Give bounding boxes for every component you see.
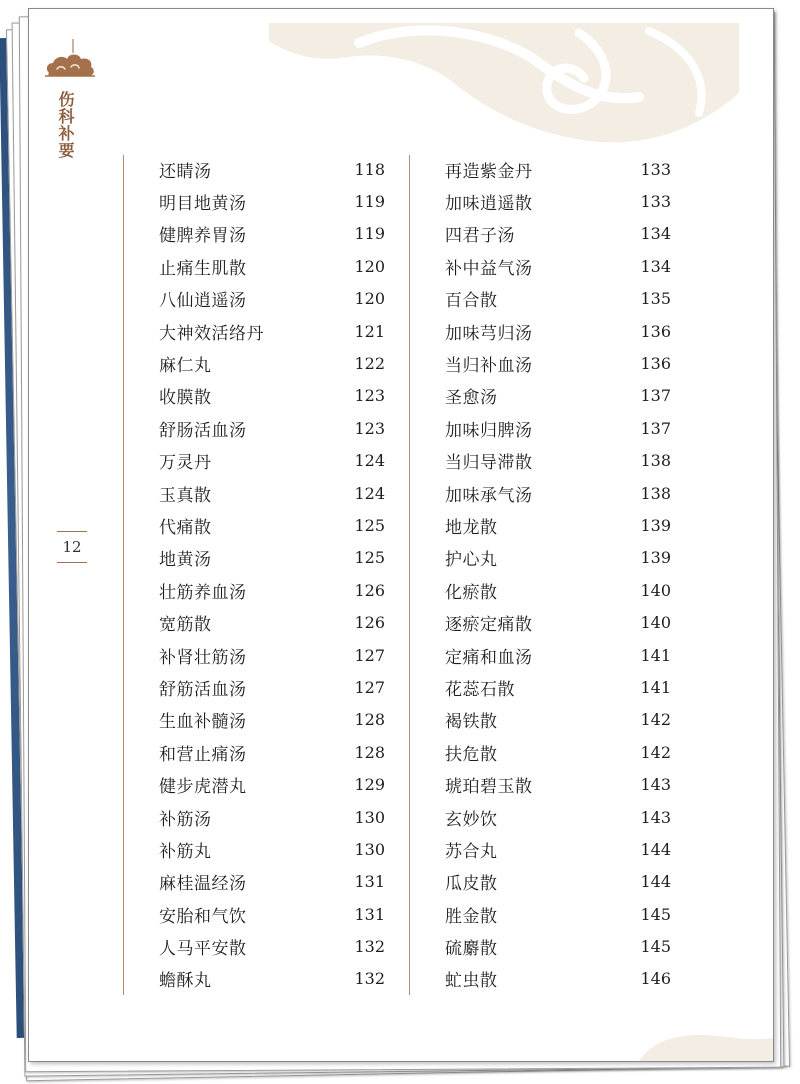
toc-entry — [445, 574, 671, 606]
toc-entry-page: 144 — [640, 839, 671, 859]
book-page — [28, 8, 774, 1062]
toc-entry-page: 141 — [640, 645, 671, 665]
running-title: 伤科补要 — [56, 91, 75, 159]
toc-entry-page: 136 — [640, 354, 671, 374]
toc-entry-page: 145 — [640, 904, 671, 924]
toc-entry-page: 141 — [640, 677, 671, 697]
toc-entry-page: 140 — [640, 580, 671, 600]
toc-entry — [159, 606, 385, 638]
toc-entry-title: 健脾养胃汤 — [159, 226, 247, 247]
toc-entry-title: 收膜散 — [159, 388, 212, 409]
toc-entry-title: 化瘀散 — [445, 582, 498, 603]
column-rule-right — [409, 155, 410, 995]
toc-entry-title: 加味芎归汤 — [445, 323, 533, 344]
toc-entry-title: 大神效活络丹 — [159, 323, 264, 344]
toc-entry-page: 145 — [640, 937, 671, 957]
toc-entry-title: 加味归脾汤 — [445, 420, 533, 441]
toc-entry — [159, 542, 385, 574]
toc-entry-title: 和营止痛汤 — [159, 744, 247, 765]
toc-entry-title: 补筋丸 — [159, 841, 212, 862]
toc-entry-page: 124 — [354, 483, 385, 503]
toc-entry — [445, 671, 671, 703]
toc-entry-page: 132 — [354, 969, 385, 989]
toc-entry-title: 护心丸 — [445, 550, 498, 571]
toc-entry-page: 124 — [354, 451, 385, 471]
toc-entry — [159, 930, 385, 962]
toc-entry-title: 四君子汤 — [445, 226, 515, 247]
toc-entry-title: 扶危散 — [445, 744, 498, 765]
toc-entry — [445, 153, 671, 185]
toc-entry — [159, 509, 385, 541]
toc-entry-title: 加味承气汤 — [445, 485, 533, 506]
toc-entry-page: 131 — [354, 872, 385, 892]
toc-entry-title: 健步虎潜丸 — [159, 777, 247, 798]
toc-entry-title: 安胎和气饮 — [159, 906, 247, 927]
toc-entry — [445, 445, 671, 477]
toc-entry-title: 当归导滞散 — [445, 453, 533, 474]
toc-entry — [445, 801, 671, 833]
toc-entry-page: 119 — [354, 192, 385, 212]
toc-entry-page: 125 — [354, 515, 385, 535]
toc-entry-page: 130 — [354, 839, 385, 859]
toc-entry-title: 胜金散 — [445, 906, 498, 927]
toc-entry-title: 宽筋散 — [159, 615, 212, 636]
toc-entry-title: 地龙散 — [445, 517, 498, 538]
toc-entry — [159, 185, 385, 217]
toc-entry-title: 褐铁散 — [445, 712, 498, 733]
toc-entry-title: 花蕊石散 — [445, 679, 515, 700]
toc-entry-title: 麻桂温经汤 — [159, 874, 247, 895]
toc-entry-page: 119 — [354, 224, 385, 244]
toc-entry — [159, 250, 385, 282]
toc-entry-page: 118 — [354, 159, 385, 179]
toc-entry — [159, 963, 385, 995]
toc-entry-title: 苏合丸 — [445, 841, 498, 862]
toc-entry-title: 瓜皮散 — [445, 874, 498, 895]
toc-entry — [445, 250, 671, 282]
toc-entry-page: 139 — [640, 515, 671, 535]
toc-entry-title: 定痛和血汤 — [445, 647, 533, 668]
toc-entry — [445, 509, 671, 541]
toc-entry — [445, 477, 671, 509]
toc-entry-title: 八仙逍遥汤 — [159, 291, 247, 312]
toc-entry — [445, 315, 671, 347]
toc-entry-title: 百合散 — [445, 291, 498, 312]
toc-entry — [445, 542, 671, 574]
toc-entry-title: 人马平安散 — [159, 939, 247, 960]
toc-entry — [159, 833, 385, 865]
toc-entry — [159, 639, 385, 671]
toc-entry-title: 加味逍遥散 — [445, 194, 533, 215]
toc-entry-page: 138 — [640, 451, 671, 471]
toc-entry-title: 蟾酥丸 — [159, 971, 212, 992]
toc-entry — [159, 445, 385, 477]
toc-entry-title: 再造紫金丹 — [445, 161, 533, 182]
toc-entry-page: 136 — [640, 321, 671, 341]
toc-entry-title: 玉真散 — [159, 485, 212, 506]
toc-entry — [445, 347, 671, 379]
toc-entry-page: 143 — [640, 807, 671, 827]
toc-entry-page: 123 — [354, 386, 385, 406]
toc-entry — [445, 380, 671, 412]
toc-entry-title: 补中益气汤 — [445, 258, 533, 279]
toc-entry-page: 133 — [640, 192, 671, 212]
toc-entry-title: 玄妙饮 — [445, 809, 498, 830]
toc-entry — [445, 218, 671, 250]
page-number-block — [57, 531, 87, 563]
toc-entry — [159, 736, 385, 768]
toc-entry-page: 123 — [354, 418, 385, 438]
toc-entry — [445, 930, 671, 962]
toc-entry-page: 120 — [354, 256, 385, 276]
toc-entry — [445, 898, 671, 930]
cloud-logo-icon — [43, 39, 97, 87]
toc-entry-title: 硫麝散 — [445, 939, 498, 960]
toc-entry-title: 生血补髓汤 — [159, 712, 247, 733]
toc-entry-page: 137 — [640, 386, 671, 406]
toc-entry-page: 128 — [354, 742, 385, 762]
toc-left-column — [159, 153, 385, 995]
toc-entry-page: 138 — [640, 483, 671, 503]
toc-entry — [445, 639, 671, 671]
toc-entry — [159, 347, 385, 379]
toc-entry-page: 128 — [354, 710, 385, 730]
toc-entry-title: 逐瘀定痛散 — [445, 615, 533, 636]
toc-entry-title: 麻仁丸 — [159, 356, 212, 377]
toc-entry-title: 琥珀碧玉散 — [445, 777, 533, 798]
toc-entry-title: 明目地黄汤 — [159, 194, 247, 215]
toc-entry — [159, 315, 385, 347]
toc-entry-page: 120 — [354, 289, 385, 309]
toc-entry-page: 140 — [640, 613, 671, 633]
swirl-decoration — [269, 23, 739, 153]
toc-entry — [159, 380, 385, 412]
toc-entry-page: 126 — [354, 613, 385, 633]
toc-entry — [159, 218, 385, 250]
toc-entry-title: 当归补血汤 — [445, 356, 533, 377]
toc-entry-title: 舒筋活血汤 — [159, 679, 247, 700]
toc-entry — [159, 866, 385, 898]
toc-entry — [159, 671, 385, 703]
toc-entry-page: 126 — [354, 580, 385, 600]
toc-entry-title: 代痛散 — [159, 517, 212, 538]
toc-entry — [445, 736, 671, 768]
toc-entry — [445, 963, 671, 995]
toc-entry — [159, 704, 385, 736]
toc-entry-page: 121 — [354, 321, 385, 341]
toc-entry-page: 134 — [640, 256, 671, 276]
toc-entry-title: 舒肠活血汤 — [159, 420, 247, 441]
toc-entry — [445, 412, 671, 444]
toc-entry-page: 127 — [354, 645, 385, 665]
toc-entry-page: 122 — [354, 354, 385, 374]
toc-entry-title: 壮筋养血汤 — [159, 582, 247, 603]
toc-entry-title: 补筋汤 — [159, 809, 212, 830]
toc-entry — [445, 768, 671, 800]
toc-entry-page: 137 — [640, 418, 671, 438]
toc-entry — [159, 768, 385, 800]
toc-entry — [159, 412, 385, 444]
toc-entry-page: 133 — [640, 159, 671, 179]
toc-entry — [445, 866, 671, 898]
toc-entry — [159, 153, 385, 185]
toc-entry-title: 地黄汤 — [159, 550, 212, 571]
toc-entry — [159, 477, 385, 509]
page-number: 12 — [62, 538, 82, 556]
toc-entry-page: 130 — [354, 807, 385, 827]
toc-right-column — [445, 153, 671, 995]
toc-entry-title: 万灵丹 — [159, 453, 212, 474]
toc-entry-page: 125 — [354, 548, 385, 568]
toc-entry-title: 补肾壮筋汤 — [159, 647, 247, 668]
toc-entry-page: 142 — [640, 742, 671, 762]
toc-entry-page: 144 — [640, 872, 671, 892]
toc-entry-page: 143 — [640, 775, 671, 795]
toc-entry — [445, 833, 671, 865]
toc-entry-page: 127 — [354, 677, 385, 697]
toc-entry-page: 134 — [640, 224, 671, 244]
toc-entry-title: 圣愈汤 — [445, 388, 498, 409]
toc-entry — [445, 283, 671, 315]
toc-entry-page: 139 — [640, 548, 671, 568]
toc-entry-title: 还睛汤 — [159, 161, 212, 182]
toc-entry — [445, 606, 671, 638]
toc-entry-page: 131 — [354, 904, 385, 924]
toc-entry-title: 止痛生肌散 — [159, 258, 247, 279]
column-rule-left — [123, 155, 124, 995]
toc-entry — [159, 898, 385, 930]
toc-entry-title: 虻虫散 — [445, 971, 498, 992]
toc-entry-page: 132 — [354, 937, 385, 957]
toc-entry-page: 146 — [640, 969, 671, 989]
toc-entry — [159, 574, 385, 606]
toc-entry — [159, 283, 385, 315]
toc-entry-page: 135 — [640, 289, 671, 309]
toc-entry — [445, 185, 671, 217]
corner-decoration — [639, 1027, 774, 1061]
toc-entry — [159, 801, 385, 833]
toc-entry-page: 129 — [354, 775, 385, 795]
toc-entry-page: 142 — [640, 710, 671, 730]
toc-entry — [445, 704, 671, 736]
